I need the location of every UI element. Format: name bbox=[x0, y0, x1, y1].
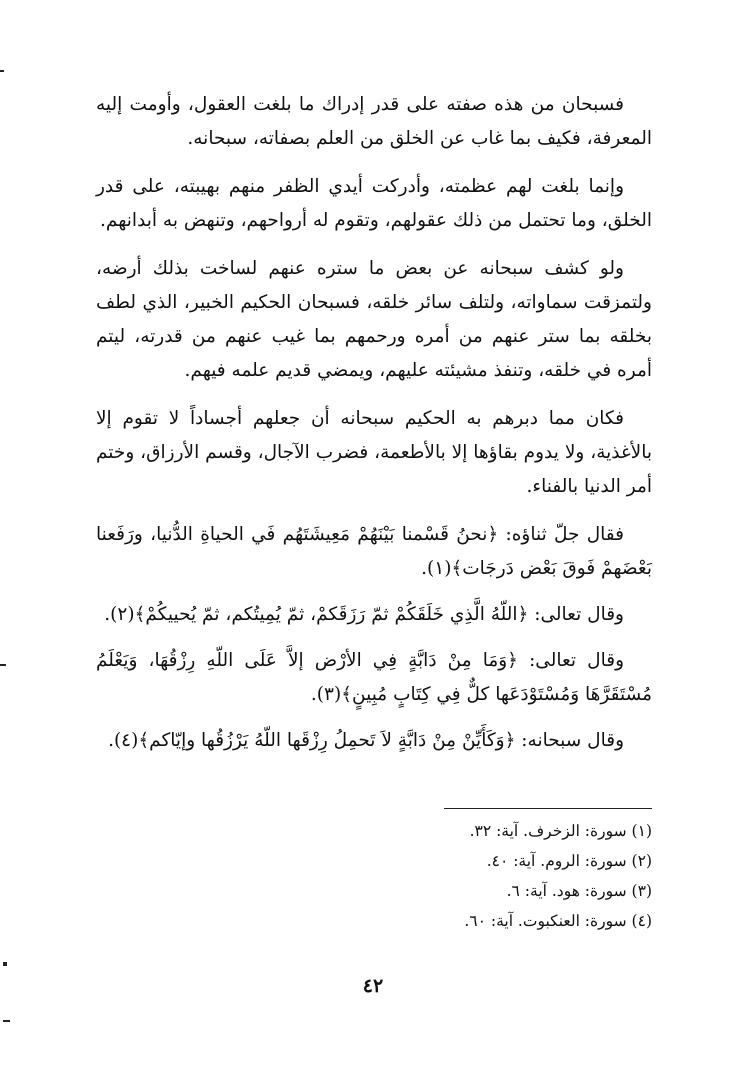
scan-mark bbox=[3, 1020, 10, 1022]
paragraph: وإنما بلغت لهم عظمته، وأدركت أيدي الظفر منهم بهيبته، على قدر الخلق، وما تحتمل من ذلك عقولهم، وتقوم له أرواحهم، وتنهض به أبدانهم. bbox=[96, 176, 652, 231]
page-number: ٤٢ bbox=[362, 975, 384, 997]
scan-mark bbox=[0, 70, 4, 72]
footnote-item: (٣) سورة: هود. آية: ٦. bbox=[506, 882, 652, 900]
scan-mark bbox=[0, 664, 6, 666]
quran-quote-paragraph: وقال تعالى: ﴿وَمَا مِنْ دَابَّةٍ فِي الأرْض إلاَّ عَلَى اللّهِ رِزْقُهَا، وَيَعْلَمُ مُسْتَقَرَّهَا وَمُسْتَوْدَعَها كلٌّ فِي كِتَابٍ مُبِينٍ﴾(٣). bbox=[96, 650, 652, 705]
paragraph: ولو كشف سبحانه عن بعض ما ستره عنهم لساخت بذلك أرضه، ولتمزقت سماواته، ولتلف سائر خلقه، فسبحان الحكيم الخبير، الذي لطف بخلقه بما ستر عنهم من أمره ورحمهم بما غيب عنهم من قدرته، ليتم أمره في خلقه، وتنفذ مشيئته عليهم، ويمضي قديم علمه فيهم. bbox=[96, 258, 652, 381]
footnote-item: (٢) سورة: الروم. آية: ٤٠. bbox=[486, 852, 652, 870]
quran-quote-paragraph: وقال سبحانه: ﴿وَكَأَيِّنْ مِنْ دَابَّةٍ لاَ تَحمِلُ رِزْقَها اللّهُ يَرْزُقُها وإيّاكم﴾(٤). bbox=[108, 730, 624, 751]
body-text bbox=[96, 88, 652, 770]
footnote-item: (١) سورة: الزخرف. آية: ٣٢. bbox=[469, 822, 652, 840]
footnotes bbox=[332, 806, 652, 936]
footnote-item: (٤) سورة: العنكبوت. آية: ٦٠. bbox=[464, 912, 652, 930]
quran-quote-paragraph: فقال جلّ ثناؤه: ﴿نحنُ قَسْمنا بَيْنَهُمْ مَعِيشَتَهُم فَي الحياةِ الدُّنيا، ورَفَعنا بَعْضَهمْ فَوقَ بَعْض دَرجَات﴾(١). bbox=[96, 524, 652, 579]
paragraph: فسبحان من هذه صفته على قدر إدراك ما بلغت العقول، وأومت إليه المعرفة، فكيف بما غاب عن الخلق من العلم بصفاته، سبحانه. bbox=[96, 94, 652, 149]
scan-mark bbox=[3, 962, 7, 966]
paragraph: فكان مما دبرهم به الحكيم سبحانه أن جعلهم أجساداً لا تقوم إلا بالأغذية، ولا يدوم بقاؤها إلا بالأطعمة، فضرب الآجال، وقسم الأرزاق، وختم أمر الدنيا بالفناء. bbox=[96, 408, 652, 497]
quran-quote-paragraph: وقال تعالى: ﴿اللّهُ الَّذِي خَلَقَكُمْ ثمّ رَزَقَكمْ، ثمّ يُمِيتُكم، ثمّ يُحييكُمْ﴾(٢). bbox=[104, 604, 624, 625]
